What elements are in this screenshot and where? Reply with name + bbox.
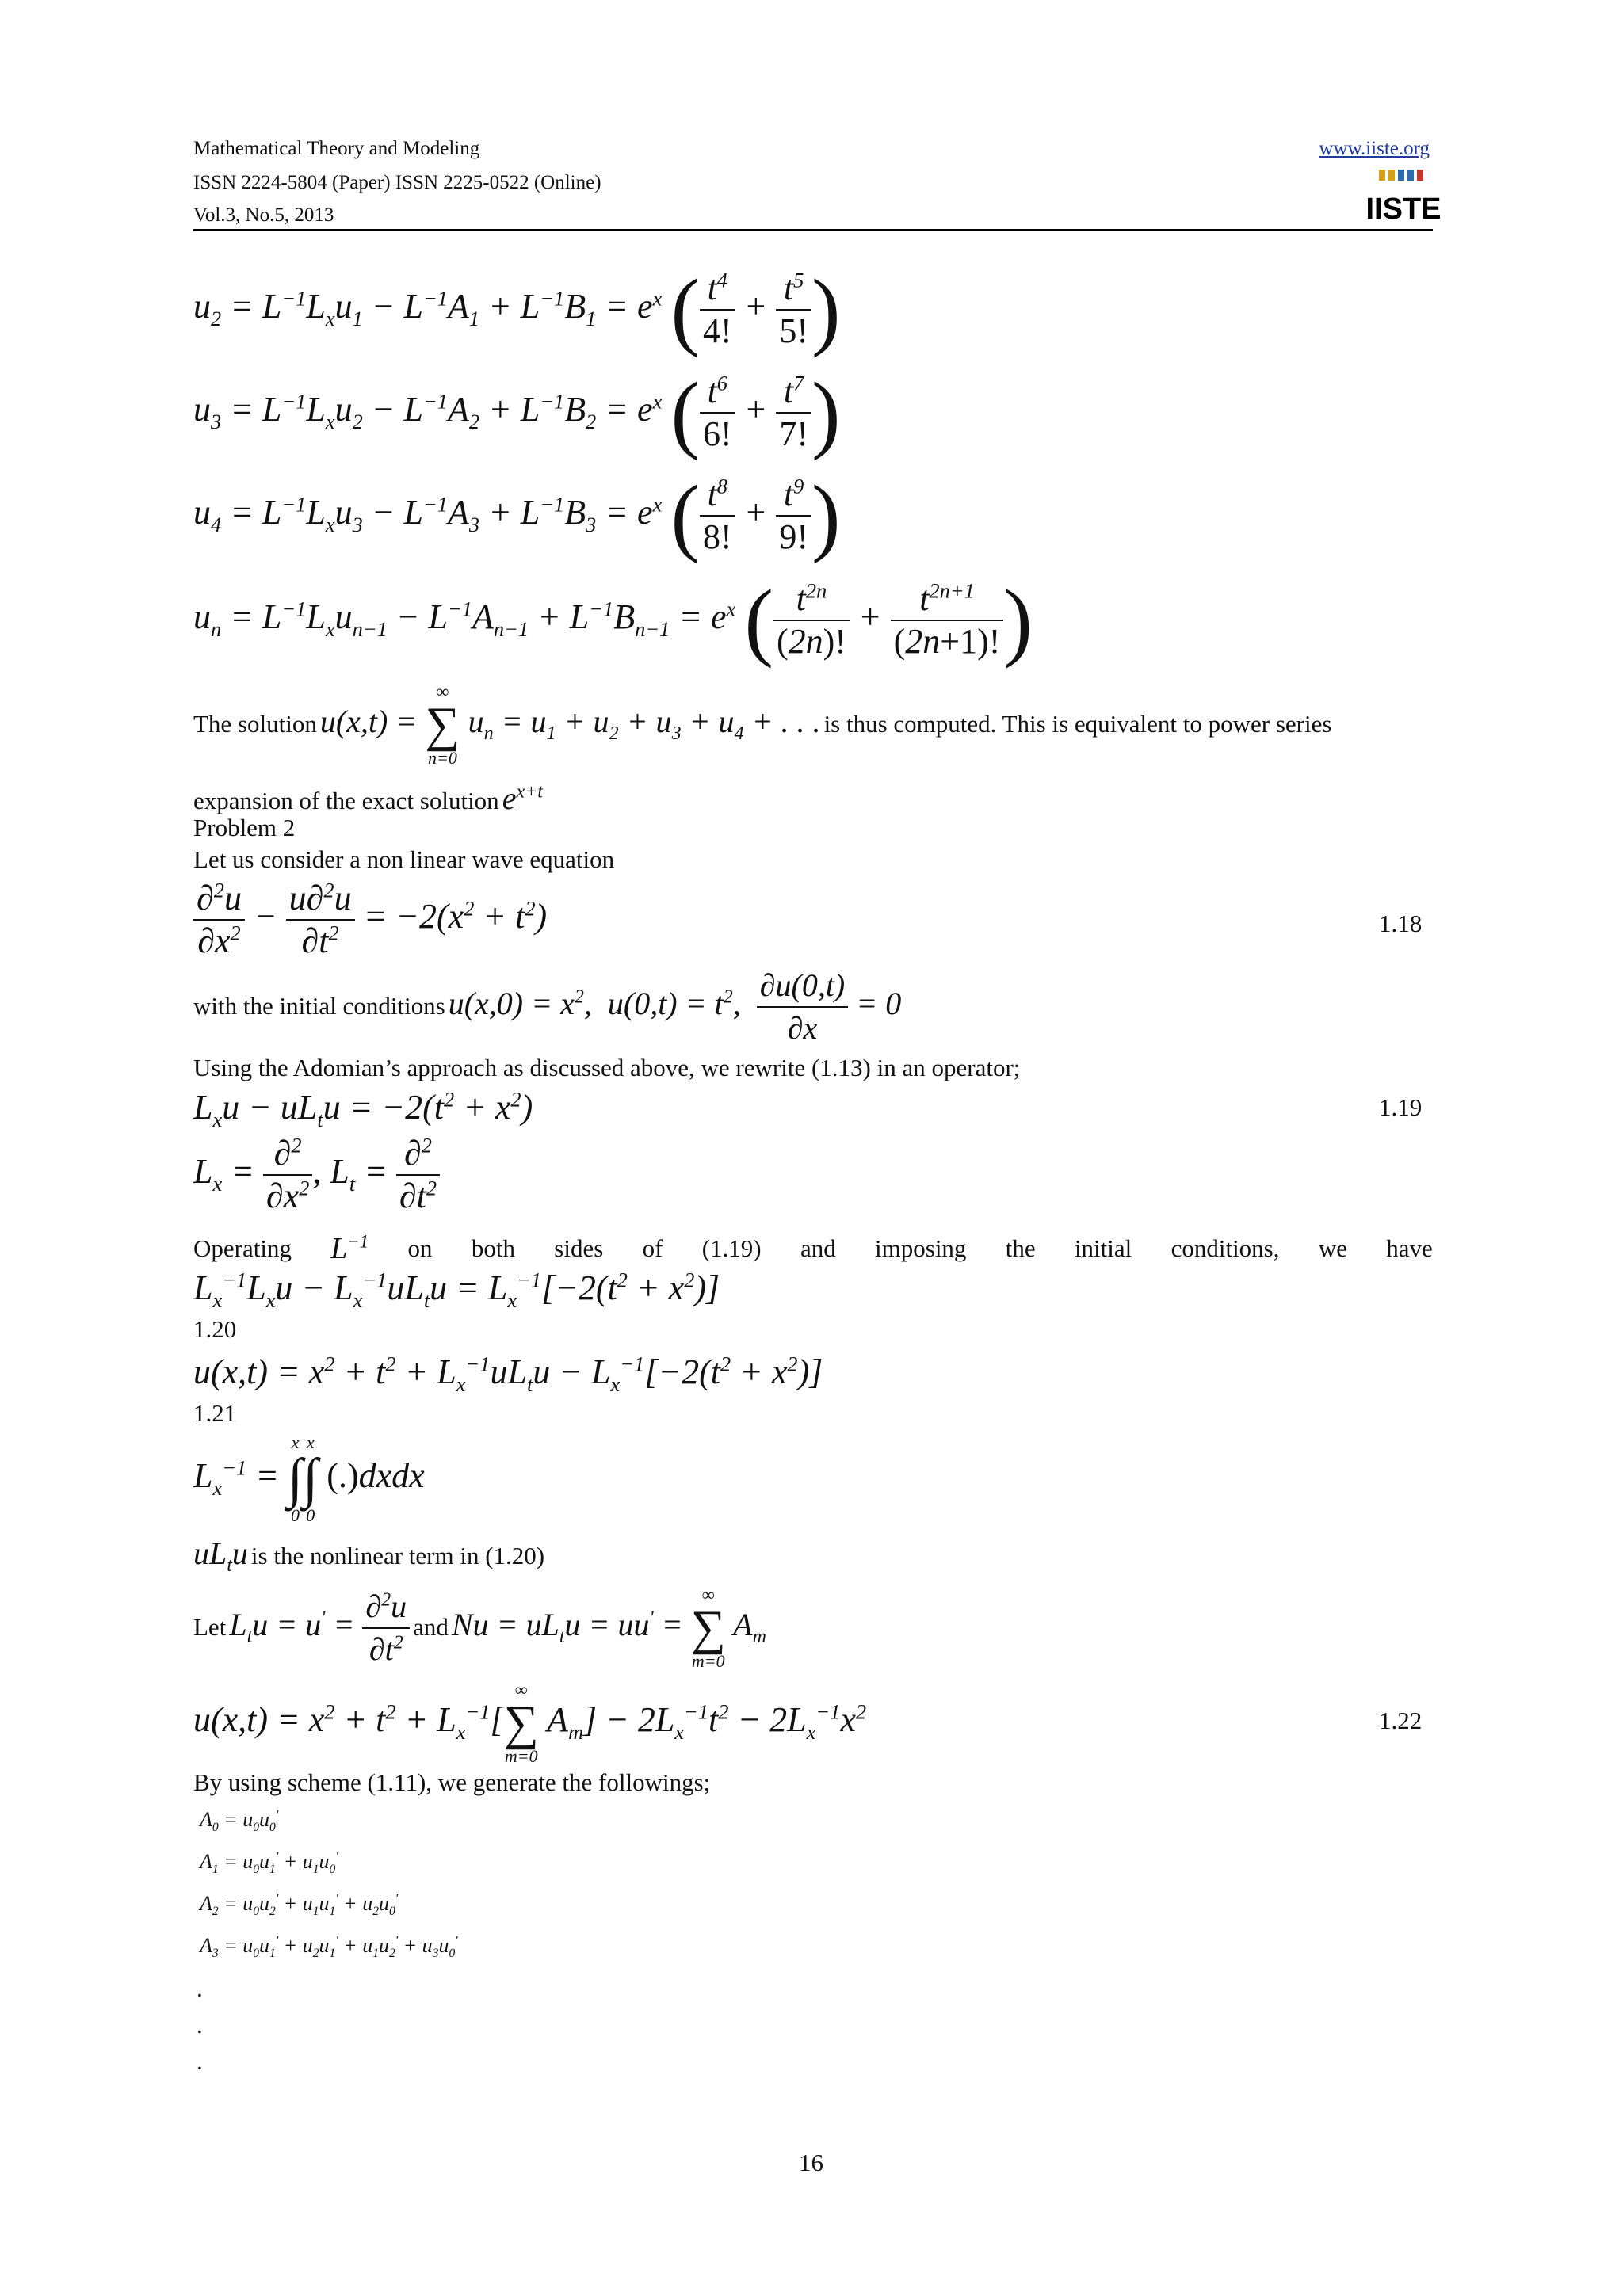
svg-text:IISTE: IISTE [1365, 193, 1442, 226]
operating-word: conditions, [1170, 1234, 1280, 1262]
adomian-text: Using the Adomian’s approach as discussed above, we rewrite (1.13) in an operator; [193, 1054, 1021, 1081]
operating-word: Operating [193, 1234, 292, 1262]
nonlinear-text: is the nonlinear term in (1.20) [250, 1542, 545, 1569]
equation-u4: $u_4 = L^{-1}L_xu_3 - L^{-1}A_3 + L^{-1}B_3 = e^x$ ( $\frac{t^8}{8!}$ + $\frac{t^9}{9!}$ ) [193, 467, 841, 564]
equation-120: $L_x^{-1}L_xu - L_x^{-1}uL_tu = L_x^{-1}[-2(t^2 + x^2)]$ [193, 1268, 720, 1312]
iiste-logo [1365, 166, 1442, 226]
ellipsis-dot: . [197, 2047, 203, 2075]
operating-word: have [1386, 1234, 1433, 1262]
equation-121: $u(x,t) = x^2 + t^2 + L_x^{-1}uL_tu - L_x^{-1}[-2(t^2 + x^2)]$ [193, 1352, 823, 1396]
website-link[interactable]: www.iiste.org [1319, 138, 1430, 159]
let-line: Let $L_tu = u'$ = $\frac{\partial^2u}{\partial t^2}$ and $Nu = uL_tu = uu'$ = ∞ ∑ m=0 $A_m$ [193, 1585, 766, 1671]
equation-u3: $u_3 = L^{-1}L_xu_2 - L^{-1}A_2 + L^{-1}B_2 = e^x$ ( $\frac{t^6}{6!}$ + $\frac{t^7}{7!}$ ) [193, 364, 841, 461]
adomian-term-a0: $A_0 = u_0u_0'$ [200, 1808, 279, 1835]
operating-word: initial [1074, 1234, 1132, 1262]
operating-word: sides [554, 1234, 604, 1262]
adomian-term-a2: $A_2 = u_0u_2' + u_1u_1' + u_2u_0'$ [200, 1892, 399, 1919]
let-text: Let [193, 1613, 227, 1642]
and-text: and [413, 1613, 449, 1642]
initial-conditions: with the initial conditions $u(x,0) = x^2$, $u(0,t) = t^2$, $\frac{\partial u(0,t)}{\partial x}$ = 0 [193, 965, 901, 1049]
header-rule [193, 229, 1433, 231]
volume-line: Vol.3, No.5, 2013 [193, 204, 334, 226]
equation-number-118: 1.18 [1379, 910, 1423, 937]
operating-word: of [642, 1234, 663, 1262]
operating-word: both [471, 1234, 515, 1262]
operating-word: the [1005, 1234, 1036, 1262]
consider-text: Let us consider a non linear wave equation [193, 845, 615, 873]
label-121: 1.21 [193, 1399, 237, 1427]
ellipsis-dot: . [197, 1974, 203, 2002]
equation-119: $L_xu - uL_tu = -2(t^2 + x^2)$ [193, 1087, 533, 1131]
solution-prefix: The solution [193, 710, 317, 738]
equation-number-119: 1.19 [1379, 1093, 1423, 1121]
label-120: 1.20 [193, 1315, 237, 1343]
equation-un: $u_n = L^{-1}L_xu_{n-1} - L^{-1}A_{n-1} + L^{-1}B_{n-1} = e^x$ ( $\frac{t^{2n}}{(2n)!}$ + $\frac{t^{2n+1}}{(2n+1)!}$ ) [193, 572, 1033, 669]
adomian-term-a1: $A_1 = u_0u_1' + u_1u_0'$ [200, 1850, 338, 1877]
equation-number-122: 1.22 [1379, 1707, 1423, 1734]
operating-word: and [800, 1234, 836, 1262]
operating-line: Operating $L^{-1}$ on both sides of (1.19) and imposing the initial conditions, we have [193, 1231, 1433, 1265]
operating-word: (1.19) [701, 1234, 762, 1262]
initial-text: with the initial conditions [193, 992, 445, 1020]
adomian-term-a3: $A_3 = u_0u_1' + u_2u_1' + u_1u_2' + u_3u_0'$ [200, 1934, 458, 1961]
inverse-operator: $L_x^{-1}$ = x ∫ 0 x ∫ 0 (.)dxdx [193, 1432, 425, 1525]
solution-sentence: The solution u(x,t) = ∞ ∑ n=0 $u_n = u_1 + u_2 + u_3 + u_4$ + . . . is thus computed. This is equivalent to power series [193, 681, 1332, 768]
solution-suffix: is thus computed. This is equivalent to power series [823, 710, 1332, 738]
equation-u2: $u_2 = L^{-1}L_xu_1 - L^{-1}A_1 + L^{-1}B_1 = e^x$ ( $\frac{t^4}{4!}$ + $\frac{t^5}{5!}$ ) [193, 261, 841, 358]
page-number: 16 [799, 2149, 823, 2176]
expansion-line: expansion of the exact solution $e^{x+t}$ [193, 780, 543, 816]
operator-definitions: $L_x$ = $\frac{\partial^2}{\partial x^2}$ , $L_t$ = $\frac{\partial^2}{\partial t^2}$ [193, 1133, 440, 1217]
operating-word: on [407, 1234, 433, 1262]
scheme-text: By using scheme (1.11), we generate the followings; [193, 1768, 711, 1796]
expansion-text: expansion of the exact solution [193, 787, 499, 814]
operating-word: we [1318, 1234, 1347, 1262]
journal-title: Mathematical Theory and Modeling [193, 138, 480, 159]
operating-word: imposing [875, 1234, 967, 1262]
issn-line: ISSN 2224-5804 (Paper) ISSN 2225-0522 (Online) [193, 172, 601, 193]
ellipsis-dot: . [197, 2011, 203, 2039]
equation-122: $u(x,t) = x^2 + t^2 + L_x^{-1}$[ ∞ ∑ m=0 $A_m] - 2L_x^{-1}t^2 - 2L_x^{-1}x^2$ [193, 1680, 867, 1766]
nonlinear-line: $uL_tu$ is the nonlinear term in (1.20) [193, 1535, 545, 1576]
problem-heading: Problem 2 [193, 814, 296, 841]
equation-118: $\frac{\partial^2u}{\partial x^2}$ − $\frac{u\partial^2u}{\partial t^2}$ = $-2(x^2 + t^2)$ [193, 878, 547, 962]
